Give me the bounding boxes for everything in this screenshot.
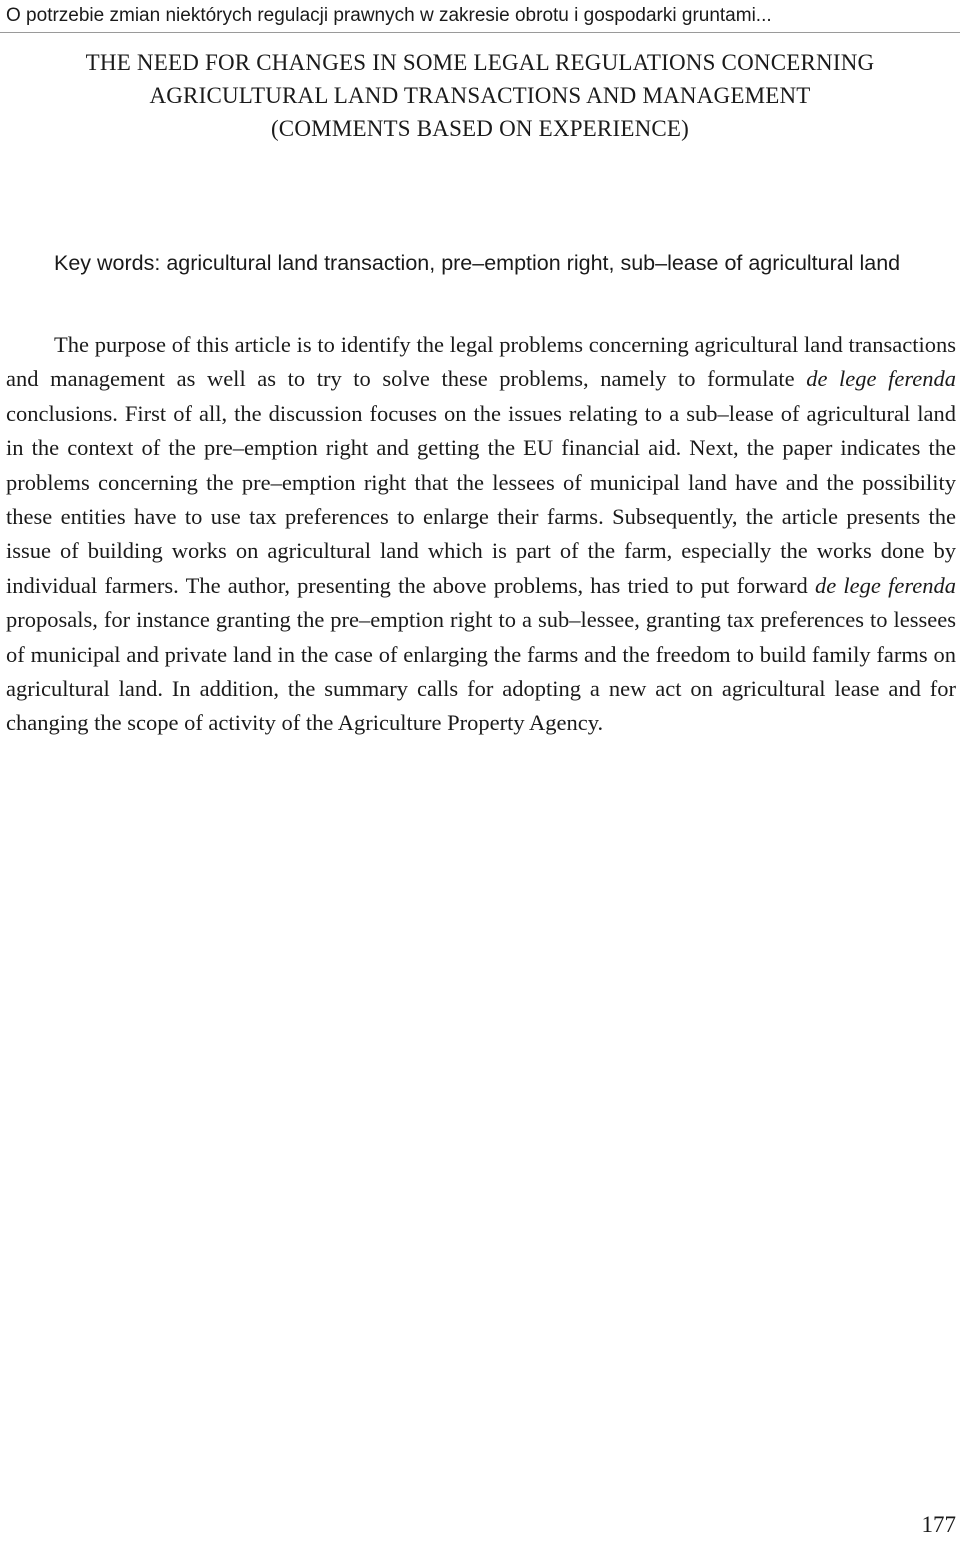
keywords-paragraph: Key words: agricultural land transaction, pre–emption right, sub–lease of agricultural land xyxy=(54,251,901,275)
title-line-3: (COMMENTS BASED ON EXPERIENCE) xyxy=(270,116,690,141)
abstract-text-1: The purpose of this article is to identify the legal problems concerning agricultural land transactions and management as well as to try to solve these problems, namely to formulate xyxy=(6,332,956,392)
running-header: O potrzebie zmian niektórych regulacji prawnych w zakresie obrotu i gospodarki gruntami... xyxy=(6,5,772,26)
abstract-italic-2: de lege ferenda xyxy=(814,572,956,598)
abstract-text-2: conclusions. First of all, the discussion focuses on the issues relating to a sub–lease of agricultural land in the context of the pre–emption right and getting the EU financial aid. Next, the paper indicates the problems concerning the pre–emption right that the lessees of municipal land have and the possibility these entities have to use tax preferences to enlarge their farms. Subsequently, the article presents the issue of building works on agricultural land which is part of the farm, especially the works done by individual farmers. The author, presenting the above problems, has tried to put forward xyxy=(6,400,956,598)
abstract-italic-1: de lege ferenda xyxy=(806,366,957,392)
abstract-paragraph xyxy=(6,328,956,741)
title-line-1: THE NEED FOR CHANGES IN SOME LEGAL REGULATIONS CONCERNING xyxy=(85,50,875,75)
header-divider xyxy=(0,32,960,33)
abstract-text-3: proposals, for instance granting the pre–emption right to a sub–lessee, granting tax preferences to lessees of municipal and private land in the case of enlarging the farms and the freedom to build family farms on agricultural land. In addition, the summary calls for adopting a new act on agricultural lease and for changing the scope of activity of the Agriculture Property Agency. xyxy=(6,607,956,736)
page-number: 177 xyxy=(921,1512,956,1537)
title-line-2: AGRICULTURAL LAND TRANSACTIONS AND MANAGEMENT xyxy=(149,83,811,108)
article-title xyxy=(0,46,960,145)
